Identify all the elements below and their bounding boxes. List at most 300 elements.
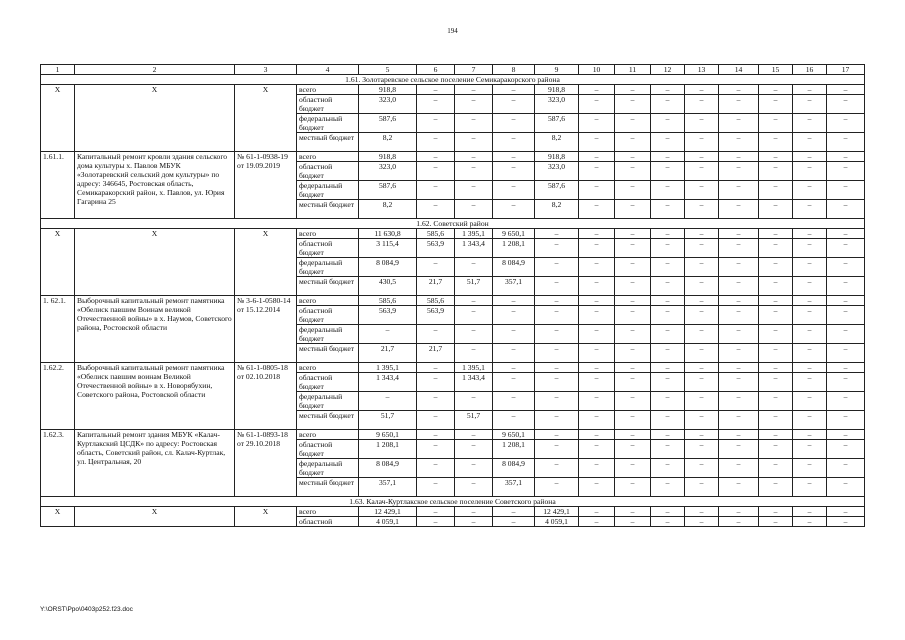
value-c9: 918,8 bbox=[535, 85, 579, 95]
value-c16: – bbox=[793, 152, 827, 162]
value-c6: – bbox=[417, 325, 455, 344]
value-c16: – bbox=[793, 239, 827, 258]
value-c16: – bbox=[793, 162, 827, 181]
value-c11: – bbox=[615, 507, 651, 517]
value-c8: – bbox=[493, 296, 535, 306]
value-c10: – bbox=[579, 507, 615, 517]
value-c15: – bbox=[759, 181, 793, 200]
budget-label: местный бюджет bbox=[297, 200, 359, 219]
budget-label: областной бюджет bbox=[297, 239, 359, 258]
value-c14: – bbox=[719, 114, 759, 133]
file-path-footer: Y:\ORST\Ppo\0403p252.f23.doc bbox=[40, 606, 133, 613]
value-c15: – bbox=[759, 277, 793, 296]
item-row bbox=[41, 430, 865, 440]
value-c5: 587,6 bbox=[359, 114, 417, 133]
item-row bbox=[41, 296, 865, 306]
value-c13: – bbox=[685, 258, 719, 277]
value-c11: – bbox=[615, 181, 651, 200]
item-name: Капитальный ремонт здания МБУК «Калач-Куртлакский ЦСДК» по адресу: Ростовская область, Советский район, сл. Калач-Куртлак, ул. Центральная, 20 bbox=[75, 430, 235, 497]
value-c8: – bbox=[493, 133, 535, 152]
value-c17: – bbox=[827, 459, 865, 478]
x-mark: X bbox=[235, 229, 297, 296]
value-c5: 1 208,1 bbox=[359, 440, 417, 459]
value-c10: – bbox=[579, 392, 615, 411]
col-number: 15 bbox=[759, 65, 793, 75]
value-c12: – bbox=[651, 181, 685, 200]
value-c6: – bbox=[417, 392, 455, 411]
value-c5: 11 630,8 bbox=[359, 229, 417, 239]
value-c11: – bbox=[615, 373, 651, 392]
value-c11: – bbox=[615, 114, 651, 133]
value-c10: – bbox=[579, 258, 615, 277]
value-c15: – bbox=[759, 162, 793, 181]
budget-label: областной бюджет bbox=[297, 306, 359, 325]
value-c6: – bbox=[417, 430, 455, 440]
value-c14: – bbox=[719, 411, 759, 430]
value-c8: 9 650,1 bbox=[493, 229, 535, 239]
value-c11: – bbox=[615, 200, 651, 219]
item-number: 1.61.1. bbox=[41, 152, 75, 219]
value-c7: – bbox=[455, 306, 493, 325]
value-c17: – bbox=[827, 95, 865, 114]
value-c10: – bbox=[579, 306, 615, 325]
value-c13: – bbox=[685, 517, 719, 527]
x-mark: X bbox=[75, 85, 235, 152]
budget-table bbox=[40, 64, 865, 527]
value-c14: – bbox=[719, 478, 759, 497]
budget-table-body bbox=[41, 65, 865, 527]
value-c17: – bbox=[827, 133, 865, 152]
value-c6: – bbox=[417, 363, 455, 373]
value-c12: – bbox=[651, 133, 685, 152]
value-c13: – bbox=[685, 239, 719, 258]
value-c9: – bbox=[535, 258, 579, 277]
item-number: 1.62.3. bbox=[41, 430, 75, 497]
value-c10: – bbox=[579, 373, 615, 392]
budget-label: федеральный бюджет bbox=[297, 258, 359, 277]
value-c6: – bbox=[417, 114, 455, 133]
value-c15: – bbox=[759, 478, 793, 497]
section-title-row bbox=[41, 497, 865, 507]
value-c14: – bbox=[719, 306, 759, 325]
value-c5: 1 343,4 bbox=[359, 373, 417, 392]
value-c8: – bbox=[493, 200, 535, 219]
col-number: 8 bbox=[493, 65, 535, 75]
value-c15: – bbox=[759, 373, 793, 392]
item-number: 1.62.2. bbox=[41, 363, 75, 430]
value-c12: – bbox=[651, 258, 685, 277]
value-c17: – bbox=[827, 411, 865, 430]
value-c9: – bbox=[535, 478, 579, 497]
value-c6: – bbox=[417, 373, 455, 392]
budget-label: областной бюджет bbox=[297, 95, 359, 114]
item-row bbox=[41, 152, 865, 162]
value-c8: – bbox=[493, 85, 535, 95]
value-c11: – bbox=[615, 344, 651, 363]
value-c12: – bbox=[651, 200, 685, 219]
value-c6: – bbox=[417, 200, 455, 219]
value-c13: – bbox=[685, 459, 719, 478]
value-c10: – bbox=[579, 430, 615, 440]
item-name: Капитальный ремонт кровли здания сельского дома культуры х. Павлов МБУК «Золотаревский сельский дом культуры» по адресу: 346645, Ростовская область, Семикаракорский район, х. Павлов, ул. Юрия Гагарина 25 bbox=[75, 152, 235, 219]
value-c9: – bbox=[535, 430, 579, 440]
value-c8: – bbox=[493, 306, 535, 325]
value-c11: – bbox=[615, 258, 651, 277]
col-number: 12 bbox=[651, 65, 685, 75]
value-c13: – bbox=[685, 181, 719, 200]
value-c14: – bbox=[719, 296, 759, 306]
value-c5: 8 084,9 bbox=[359, 459, 417, 478]
value-c8: – bbox=[493, 411, 535, 430]
budget-label: всего bbox=[297, 363, 359, 373]
budget-label: местный бюджет bbox=[297, 133, 359, 152]
value-c17: – bbox=[827, 430, 865, 440]
value-c16: – bbox=[793, 306, 827, 325]
value-c7: – bbox=[455, 459, 493, 478]
value-c7: – bbox=[455, 440, 493, 459]
value-c15: – bbox=[759, 229, 793, 239]
value-c5: 8,2 bbox=[359, 133, 417, 152]
value-c12: – bbox=[651, 411, 685, 430]
value-c11: – bbox=[615, 229, 651, 239]
section-title: 1.63. Калач-Куртлакское сельское поселение Советского района bbox=[41, 497, 865, 507]
value-c6: 585,6 bbox=[417, 296, 455, 306]
budget-label: всего bbox=[297, 85, 359, 95]
value-c8: 9 650,1 bbox=[493, 430, 535, 440]
value-c11: – bbox=[615, 239, 651, 258]
value-c12: – bbox=[651, 459, 685, 478]
budget-label: всего bbox=[297, 229, 359, 239]
value-c6: – bbox=[417, 85, 455, 95]
item-number: 1. 62.1. bbox=[41, 296, 75, 363]
value-c13: – bbox=[685, 478, 719, 497]
page-number: 194 bbox=[447, 27, 458, 35]
value-c10: – bbox=[579, 517, 615, 527]
value-c17: – bbox=[827, 373, 865, 392]
value-c17: – bbox=[827, 181, 865, 200]
value-c9: 12 429,1 bbox=[535, 507, 579, 517]
value-c8: 357,1 bbox=[493, 478, 535, 497]
budget-label: всего bbox=[297, 152, 359, 162]
value-c9: – bbox=[535, 373, 579, 392]
value-c7: 51,7 bbox=[455, 277, 493, 296]
value-c16: – bbox=[793, 229, 827, 239]
section-title-row bbox=[41, 219, 865, 229]
budget-label: областной бюджет bbox=[297, 162, 359, 181]
value-c7: 1 343,4 bbox=[455, 239, 493, 258]
value-c6: – bbox=[417, 517, 455, 527]
budget-label: областной бюджет bbox=[297, 440, 359, 459]
budget-label: всего bbox=[297, 507, 359, 517]
x-mark: X bbox=[41, 507, 75, 527]
budget-label: местный бюджет bbox=[297, 478, 359, 497]
summary-row bbox=[41, 507, 865, 517]
value-c13: – bbox=[685, 344, 719, 363]
value-c5: – bbox=[359, 325, 417, 344]
value-c16: – bbox=[793, 392, 827, 411]
value-c10: – bbox=[579, 296, 615, 306]
value-c8: 357,1 bbox=[493, 277, 535, 296]
value-c11: – bbox=[615, 517, 651, 527]
value-c6: – bbox=[417, 507, 455, 517]
value-c7: 1 395,1 bbox=[455, 229, 493, 239]
value-c9: 8,2 bbox=[535, 200, 579, 219]
budget-label: федеральный бюджет bbox=[297, 114, 359, 133]
value-c16: – bbox=[793, 296, 827, 306]
section-title: 1.62. Советский район bbox=[41, 219, 865, 229]
section-title-row bbox=[41, 75, 865, 85]
value-c8: – bbox=[493, 114, 535, 133]
value-c16: – bbox=[793, 114, 827, 133]
value-c10: – bbox=[579, 440, 615, 459]
value-c7: – bbox=[455, 133, 493, 152]
value-c5: 323,0 bbox=[359, 95, 417, 114]
value-c16: – bbox=[793, 133, 827, 152]
value-c13: – bbox=[685, 363, 719, 373]
value-c6: – bbox=[417, 181, 455, 200]
value-c14: – bbox=[719, 277, 759, 296]
budget-label: федеральный бюджет bbox=[297, 181, 359, 200]
value-c10: – bbox=[579, 363, 615, 373]
col-number: 4 bbox=[297, 65, 359, 75]
value-c9: – bbox=[535, 440, 579, 459]
value-c16: – bbox=[793, 363, 827, 373]
value-c6: 563,9 bbox=[417, 239, 455, 258]
value-c12: – bbox=[651, 344, 685, 363]
value-c6: – bbox=[417, 152, 455, 162]
value-c14: – bbox=[719, 392, 759, 411]
value-c5: 4 059,1 bbox=[359, 517, 417, 527]
value-c16: – bbox=[793, 85, 827, 95]
item-document: № 61-1-0938-19 от 19.09.2019 bbox=[235, 152, 297, 219]
budget-label: областной бюджет bbox=[297, 373, 359, 392]
value-c5: 563,9 bbox=[359, 306, 417, 325]
value-c16: – bbox=[793, 258, 827, 277]
value-c13: – bbox=[685, 133, 719, 152]
value-c9: 8,2 bbox=[535, 133, 579, 152]
value-c14: – bbox=[719, 430, 759, 440]
value-c7: – bbox=[455, 507, 493, 517]
value-c15: – bbox=[759, 430, 793, 440]
col-number: 13 bbox=[685, 65, 719, 75]
value-c11: – bbox=[615, 411, 651, 430]
value-c12: – bbox=[651, 373, 685, 392]
value-c13: – bbox=[685, 306, 719, 325]
value-c14: – bbox=[719, 507, 759, 517]
col-number: 14 bbox=[719, 65, 759, 75]
value-c5: 918,8 bbox=[359, 85, 417, 95]
value-c7: – bbox=[455, 85, 493, 95]
value-c10: – bbox=[579, 200, 615, 219]
value-c13: – bbox=[685, 430, 719, 440]
value-c5: 323,0 bbox=[359, 162, 417, 181]
value-c5: 8 084,9 bbox=[359, 258, 417, 277]
value-c9: – bbox=[535, 344, 579, 363]
value-c11: – bbox=[615, 152, 651, 162]
value-c9: – bbox=[535, 459, 579, 478]
value-c13: – bbox=[685, 85, 719, 95]
item-name: Выборочный капитальный ремонт памятника «Обелиск павшим воинам Великой Отечественной войны» в х. Новорябухин, Советского района, Ростовской области bbox=[75, 363, 235, 430]
col-number: 1 bbox=[41, 65, 75, 75]
value-c9: 587,6 bbox=[535, 181, 579, 200]
value-c17: – bbox=[827, 517, 865, 527]
value-c10: – bbox=[579, 344, 615, 363]
value-c8: 1 208,1 bbox=[493, 239, 535, 258]
value-c9: 4 059,1 bbox=[535, 517, 579, 527]
value-c8: – bbox=[493, 373, 535, 392]
value-c17: – bbox=[827, 85, 865, 95]
value-c7: – bbox=[455, 344, 493, 363]
value-c7: 1 343,4 bbox=[455, 373, 493, 392]
value-c17: – bbox=[827, 478, 865, 497]
value-c11: – bbox=[615, 277, 651, 296]
value-c15: – bbox=[759, 258, 793, 277]
value-c13: – bbox=[685, 277, 719, 296]
value-c11: – bbox=[615, 363, 651, 373]
value-c17: – bbox=[827, 507, 865, 517]
value-c5: 918,8 bbox=[359, 152, 417, 162]
value-c13: – bbox=[685, 229, 719, 239]
value-c14: – bbox=[719, 517, 759, 527]
value-c8: – bbox=[493, 325, 535, 344]
value-c11: – bbox=[615, 459, 651, 478]
value-c10: – bbox=[579, 229, 615, 239]
value-c9: 587,6 bbox=[535, 114, 579, 133]
value-c10: – bbox=[579, 239, 615, 258]
value-c13: – bbox=[685, 392, 719, 411]
value-c10: – bbox=[579, 95, 615, 114]
value-c12: – bbox=[651, 325, 685, 344]
value-c6: 21,7 bbox=[417, 344, 455, 363]
value-c11: – bbox=[615, 306, 651, 325]
value-c10: – bbox=[579, 152, 615, 162]
x-mark: X bbox=[235, 85, 297, 152]
value-c6: – bbox=[417, 411, 455, 430]
x-mark: X bbox=[235, 507, 297, 527]
value-c16: – bbox=[793, 373, 827, 392]
value-c8: – bbox=[493, 392, 535, 411]
value-c14: – bbox=[719, 152, 759, 162]
value-c9: 918,8 bbox=[535, 152, 579, 162]
value-c7: – bbox=[455, 478, 493, 497]
value-c7: 51,7 bbox=[455, 411, 493, 430]
value-c13: – bbox=[685, 296, 719, 306]
value-c10: – bbox=[579, 411, 615, 430]
value-c10: – bbox=[579, 85, 615, 95]
value-c14: – bbox=[719, 133, 759, 152]
value-c10: – bbox=[579, 114, 615, 133]
col-number: 16 bbox=[793, 65, 827, 75]
value-c12: – bbox=[651, 114, 685, 133]
value-c15: – bbox=[759, 507, 793, 517]
value-c17: – bbox=[827, 277, 865, 296]
value-c9: – bbox=[535, 229, 579, 239]
value-c9: – bbox=[535, 325, 579, 344]
value-c17: – bbox=[827, 162, 865, 181]
value-c12: – bbox=[651, 152, 685, 162]
value-c5: 585,6 bbox=[359, 296, 417, 306]
value-c12: – bbox=[651, 239, 685, 258]
col-number: 5 bbox=[359, 65, 417, 75]
value-c5: 357,1 bbox=[359, 478, 417, 497]
value-c11: – bbox=[615, 325, 651, 344]
value-c15: – bbox=[759, 325, 793, 344]
value-c15: – bbox=[759, 296, 793, 306]
value-c12: – bbox=[651, 517, 685, 527]
value-c11: – bbox=[615, 95, 651, 114]
value-c14: – bbox=[719, 162, 759, 181]
value-c6: 585,6 bbox=[417, 229, 455, 239]
value-c12: – bbox=[651, 306, 685, 325]
value-c8: – bbox=[493, 162, 535, 181]
x-mark: X bbox=[75, 229, 235, 296]
value-c11: – bbox=[615, 296, 651, 306]
value-c12: – bbox=[651, 296, 685, 306]
value-c16: – bbox=[793, 440, 827, 459]
col-number: 2 bbox=[75, 65, 235, 75]
value-c12: – bbox=[651, 229, 685, 239]
value-c17: – bbox=[827, 152, 865, 162]
value-c16: – bbox=[793, 459, 827, 478]
value-c10: – bbox=[579, 459, 615, 478]
value-c12: – bbox=[651, 162, 685, 181]
x-mark: X bbox=[41, 85, 75, 152]
value-c5: 21,7 bbox=[359, 344, 417, 363]
value-c12: – bbox=[651, 95, 685, 114]
value-c11: – bbox=[615, 440, 651, 459]
summary-row bbox=[41, 85, 865, 95]
value-c6: 563,9 bbox=[417, 306, 455, 325]
value-c8: 8 084,9 bbox=[493, 459, 535, 478]
value-c7: – bbox=[455, 517, 493, 527]
value-c15: – bbox=[759, 363, 793, 373]
value-c9: – bbox=[535, 411, 579, 430]
value-c14: – bbox=[719, 325, 759, 344]
value-c7: – bbox=[455, 392, 493, 411]
budget-label: местный бюджет bbox=[297, 344, 359, 363]
col-number: 7 bbox=[455, 65, 493, 75]
value-c7: – bbox=[455, 200, 493, 219]
value-c17: – bbox=[827, 392, 865, 411]
value-c8: – bbox=[493, 517, 535, 527]
value-c9: 323,0 bbox=[535, 162, 579, 181]
value-c13: – bbox=[685, 440, 719, 459]
value-c8: 1 208,1 bbox=[493, 440, 535, 459]
value-c5: 587,6 bbox=[359, 181, 417, 200]
value-c14: – bbox=[719, 459, 759, 478]
value-c16: – bbox=[793, 478, 827, 497]
x-mark: X bbox=[75, 507, 235, 527]
value-c6: – bbox=[417, 440, 455, 459]
value-c13: – bbox=[685, 95, 719, 114]
value-c14: – bbox=[719, 85, 759, 95]
budget-label: областной bbox=[297, 517, 359, 527]
value-c16: – bbox=[793, 95, 827, 114]
value-c13: – bbox=[685, 152, 719, 162]
value-c14: – bbox=[719, 344, 759, 363]
value-c9: – bbox=[535, 363, 579, 373]
value-c12: – bbox=[651, 392, 685, 411]
value-c10: – bbox=[579, 162, 615, 181]
value-c15: – bbox=[759, 133, 793, 152]
value-c8: – bbox=[493, 95, 535, 114]
value-c6: – bbox=[417, 162, 455, 181]
value-c13: – bbox=[685, 411, 719, 430]
value-c6: – bbox=[417, 133, 455, 152]
value-c15: – bbox=[759, 392, 793, 411]
value-c7: – bbox=[455, 114, 493, 133]
value-c5: 1 395,1 bbox=[359, 363, 417, 373]
